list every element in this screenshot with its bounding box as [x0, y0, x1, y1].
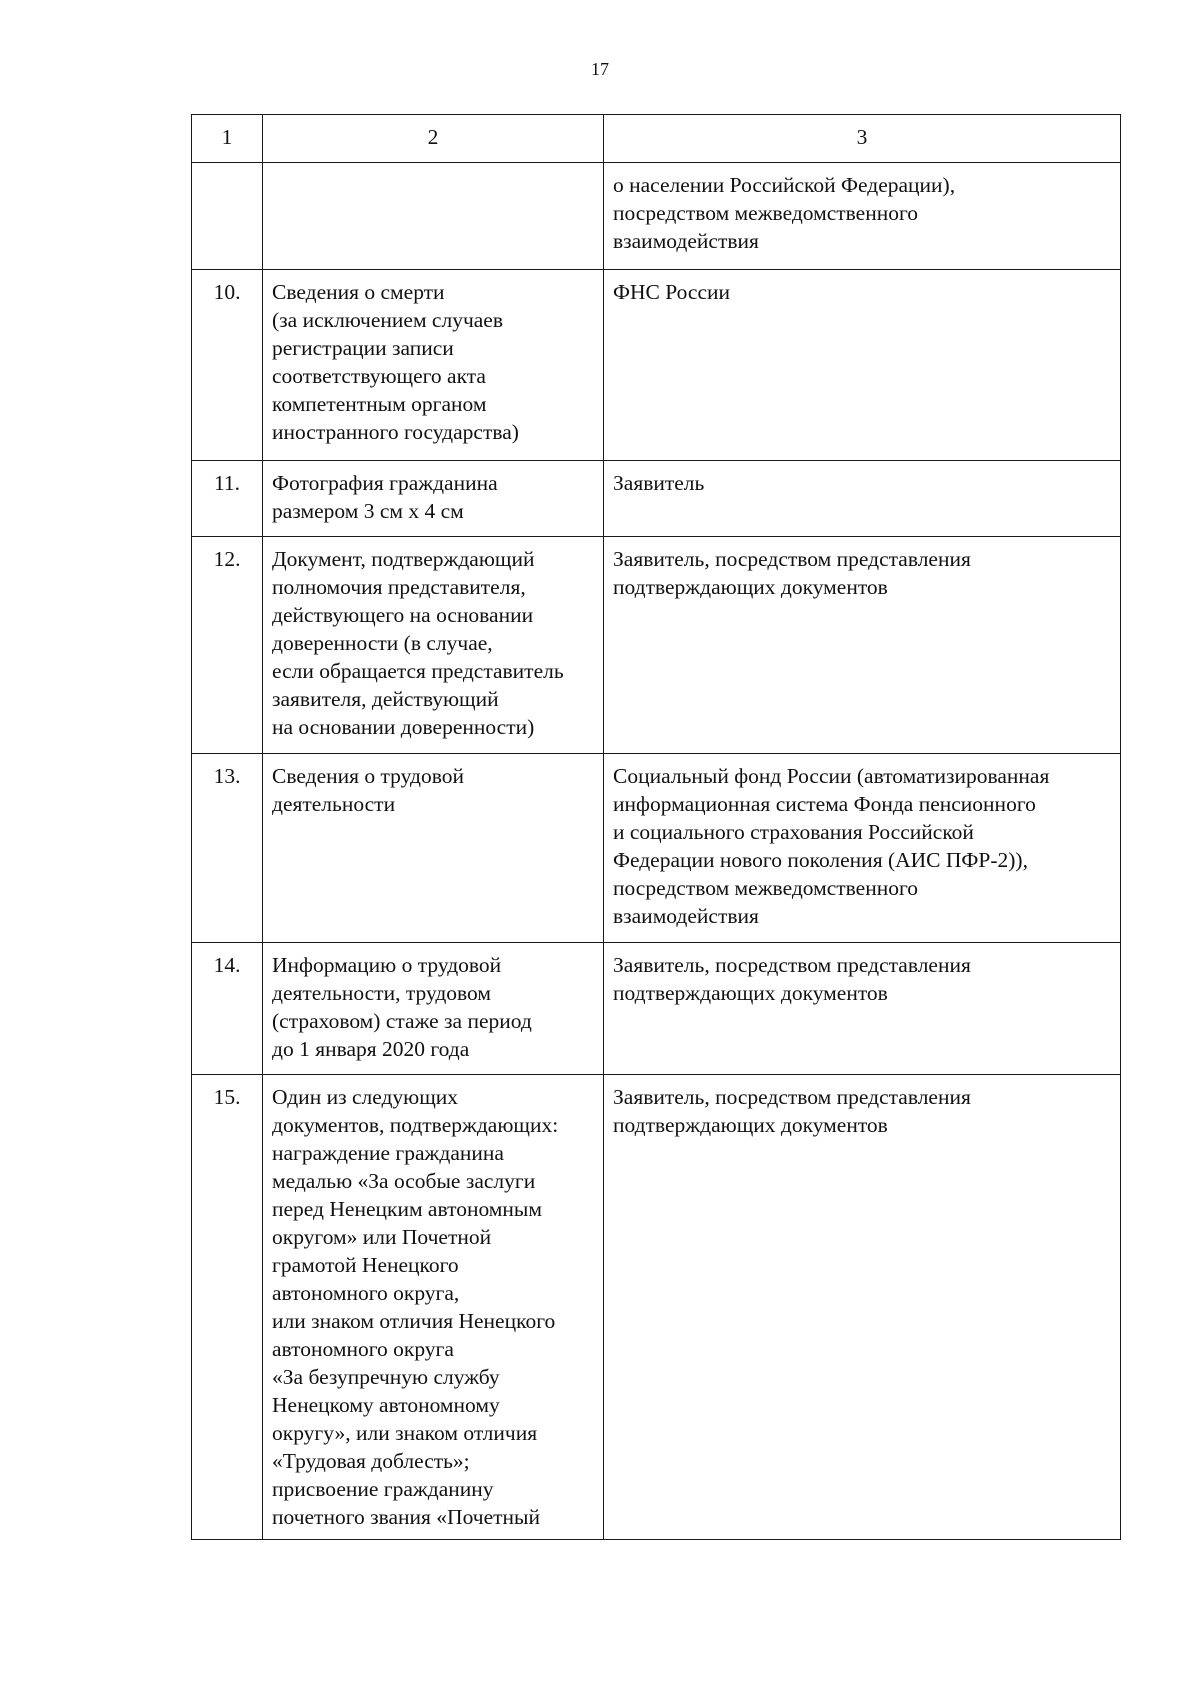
- row-number: [192, 163, 263, 270]
- documents-table: [191, 114, 1121, 1540]
- document-name: Документ, подтверждающий полномочия представителя, действующего на основании доверенности (в случае, если обращается представитель заявителя, действующий на основании доверенности): [272, 547, 564, 739]
- row-number: 10.: [192, 270, 263, 461]
- source-cell: [604, 943, 1121, 1075]
- document-source: Заявитель, посредством представления подтверждающих документов: [613, 547, 971, 599]
- document-name-cell: [263, 943, 604, 1075]
- row-number: 15.: [192, 1075, 263, 1540]
- document-name: Фотография гражданина размером 3 см х 4 см: [272, 471, 498, 523]
- source-cell: [604, 1075, 1121, 1540]
- document-name: Сведения о трудовой деятельности: [272, 764, 464, 816]
- row-number: 12.: [192, 537, 263, 754]
- document-source: о населении Российской Федерации), посредством межведомственного взаимодействия: [613, 173, 956, 253]
- table-row: [192, 163, 1121, 270]
- document-source: Заявитель: [613, 471, 705, 495]
- table-header-row: [192, 115, 1121, 163]
- table-row: [192, 537, 1121, 754]
- table-row: [192, 943, 1121, 1075]
- row-number: 13.: [192, 754, 263, 943]
- source-cell: [604, 461, 1121, 537]
- document-name-cell: [263, 270, 604, 461]
- row-number: 11.: [192, 461, 263, 537]
- row-number: 14.: [192, 943, 263, 1075]
- table-row: [192, 461, 1121, 537]
- table-row: [192, 270, 1121, 461]
- table-row: [192, 754, 1121, 943]
- page-number: 17: [591, 59, 609, 79]
- document-name-cell: [263, 754, 604, 943]
- document-name: Информацию о трудовой деятельности, трудовом (страховом) стаже за период до 1 января 2020 года: [272, 953, 532, 1061]
- document-name-cell: [263, 163, 604, 270]
- document-source: Социальный фонд России (автоматизированная информационная система Фонда пенсионного и социального страхования Российской Федерации нового поколения (АИС ПФР-2)), посредством межведомственного взаимодействия: [613, 764, 1050, 928]
- document-source: Заявитель, посредством представления подтверждающих документов: [613, 1085, 971, 1137]
- document-name-cell: [263, 537, 604, 754]
- column-header-2: 2: [263, 115, 604, 163]
- document-source: ФНС России: [613, 280, 731, 304]
- column-header-3: 3: [604, 115, 1121, 163]
- table-row: [192, 1075, 1121, 1540]
- column-header-1: 1: [192, 115, 263, 163]
- document-name-cell: [263, 461, 604, 537]
- document-name-cell: [263, 1075, 604, 1540]
- document-name: Сведения о смерти (за исключением случаев регистрации записи соответствующего акта компетентным органом иностранного государства): [272, 280, 519, 444]
- document-name: Один из следующих документов, подтверждающих: награждение гражданина медалью «За особые заслуги перед Ненецким автономным округом» или Почетной грамотой Ненецкого автономного округа, или знаком отличия Ненецкого автономного округа «За безупречную службу Ненецкому автономному округу», или знаком отличия «Трудовая доблесть»; присвоение гражданину почетного звания «Почетный: [272, 1085, 559, 1529]
- source-cell: [604, 270, 1121, 461]
- source-cell: [604, 163, 1121, 270]
- source-cell: [604, 537, 1121, 754]
- document-source: Заявитель, посредством представления подтверждающих документов: [613, 953, 971, 1005]
- source-cell: [604, 754, 1121, 943]
